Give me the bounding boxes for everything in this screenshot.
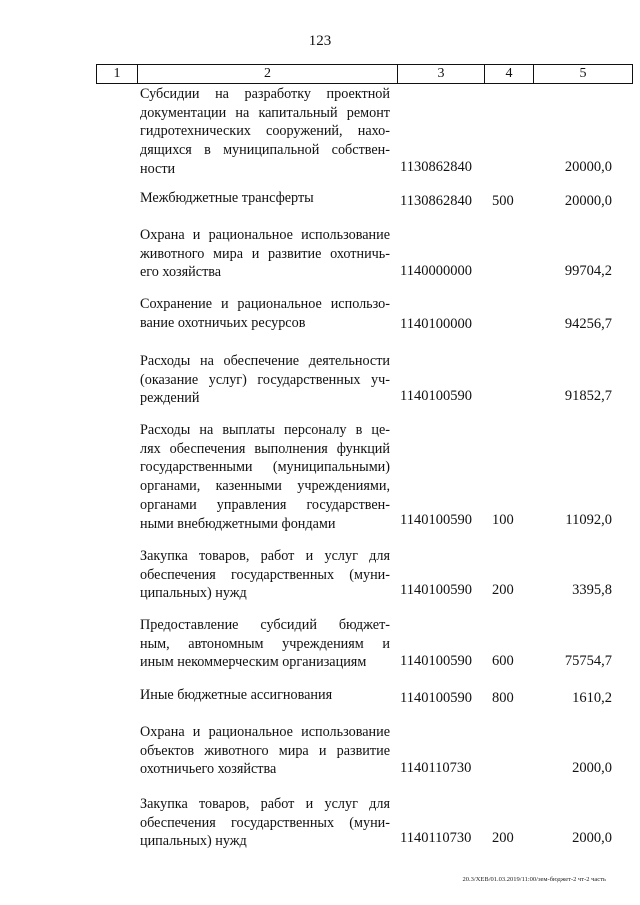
column-header-5: 5 [534, 65, 633, 84]
column-header-1: 1 [97, 65, 138, 84]
row-description-line: государственными (муниципальными) [140, 459, 390, 476]
row-amount: 1610,2 [572, 690, 612, 706]
row-description [140, 85, 390, 179]
row-amount: 11092,0 [565, 512, 612, 528]
row-description-line: ципальных) нужд [140, 833, 247, 850]
row-description-line: дящихся в муниципальной собствен- [140, 142, 390, 159]
row-description-line: ными внебюджетными фондами [140, 515, 336, 532]
row-description-line: Сохранение и рациональное использо- [140, 296, 390, 312]
row-description [140, 352, 390, 408]
row-description [140, 616, 390, 672]
row-code: 1130862840 [400, 159, 472, 175]
row-description-line: Иные бюджетные ассигнования [140, 687, 333, 703]
row-description-line: Охрана и рациональное использование [140, 724, 390, 740]
row-expense-type: 500 [492, 193, 514, 209]
row-description-line: животного мира и развитие охотничь- [140, 245, 390, 262]
column-header-2: 2 [138, 65, 398, 84]
row-description [140, 421, 390, 533]
row-amount: 20000,0 [564, 193, 612, 209]
row-description-line: его хозяйства [140, 264, 222, 281]
row-description-line: ности [140, 160, 176, 177]
row-code: 1140100590 [400, 653, 472, 669]
row-code: 1140100590 [400, 512, 472, 528]
row-code: 1140100000 [400, 316, 472, 332]
row-description-line: Закупка товаров, работ и услуг для [140, 796, 390, 812]
row-code: 1140110730 [400, 760, 472, 776]
column-header-4: 4 [485, 65, 534, 84]
row-description-line: вание охотничьих ресурсов [140, 314, 306, 331]
row-amount: 75754,7 [564, 653, 612, 669]
row-description-line: (оказание услуг) государственных уч- [140, 371, 390, 388]
row-code: 1140100590 [400, 690, 472, 706]
row-code: 1130862840 [400, 193, 472, 209]
row-description [140, 795, 390, 851]
row-description [140, 295, 390, 332]
row-expense-type: 200 [492, 582, 514, 598]
row-expense-type: 800 [492, 690, 514, 706]
row-code: 1140000000 [400, 263, 472, 279]
row-description-line: Закупка товаров, работ и услуг для [140, 548, 390, 564]
row-expense-type: 200 [492, 830, 514, 846]
row-description-line: гидротехнических сооружений, нахо- [140, 123, 390, 140]
row-code: 1140110730 [400, 830, 472, 846]
row-amount: 91852,7 [564, 388, 612, 404]
row-description-line: ным, автономным учреждениям и [140, 635, 390, 652]
row-code: 1140100590 [400, 582, 472, 598]
row-description-line: реждений [140, 390, 200, 407]
row-description-line: охотничьего хозяйства [140, 761, 277, 778]
row-description-line: органами, казенными учреждениями, [140, 478, 390, 495]
row-description-line: иным некоммерческим организациям [140, 654, 367, 671]
row-description [140, 226, 390, 282]
row-description [140, 723, 390, 779]
row-description-line: Межбюджетные трансферты [140, 190, 314, 206]
row-description [140, 686, 390, 705]
row-description [140, 189, 390, 208]
row-code: 1140100590 [400, 388, 472, 404]
row-expense-type: 100 [492, 512, 514, 528]
column-header-3: 3 [398, 65, 485, 84]
row-description-line: документации на капитальный ремонт [140, 104, 390, 121]
page-number: 123 [308, 33, 332, 49]
row-description-line: объектов животного мира и развитие [140, 742, 390, 759]
row-description-line: Расходы на обеспечение деятельности [140, 353, 390, 369]
row-description-line: лях обеспечения выполнения функций [140, 440, 390, 457]
row-description-line: Предоставление субсидий бюджет- [140, 617, 390, 633]
row-description-line: Охрана и рациональное использование [140, 227, 390, 243]
row-description-line: обеспечения государственных (муни- [140, 814, 390, 831]
row-amount: 2000,0 [572, 830, 612, 846]
row-description-line: органами управления государствен- [140, 496, 390, 513]
row-description [140, 547, 390, 603]
row-description-line: ципальных) нужд [140, 585, 247, 602]
row-description-line: Субсидии на разработку проектной [140, 86, 390, 102]
row-expense-type: 600 [492, 653, 514, 669]
row-description-line: обеспечения государственных (муни- [140, 566, 390, 583]
row-amount: 99704,2 [564, 263, 612, 279]
row-description-line: Расходы на выплаты персоналу в це- [140, 422, 390, 438]
row-amount: 94256,7 [564, 316, 612, 332]
footer-document-id: 20.3/ХЕВ/01.03.2019/11:00/зем-бюджет-2 чт-2 часть [462, 876, 606, 883]
row-amount: 20000,0 [564, 159, 612, 175]
row-amount: 2000,0 [572, 760, 612, 776]
row-amount: 3395,8 [572, 582, 612, 598]
